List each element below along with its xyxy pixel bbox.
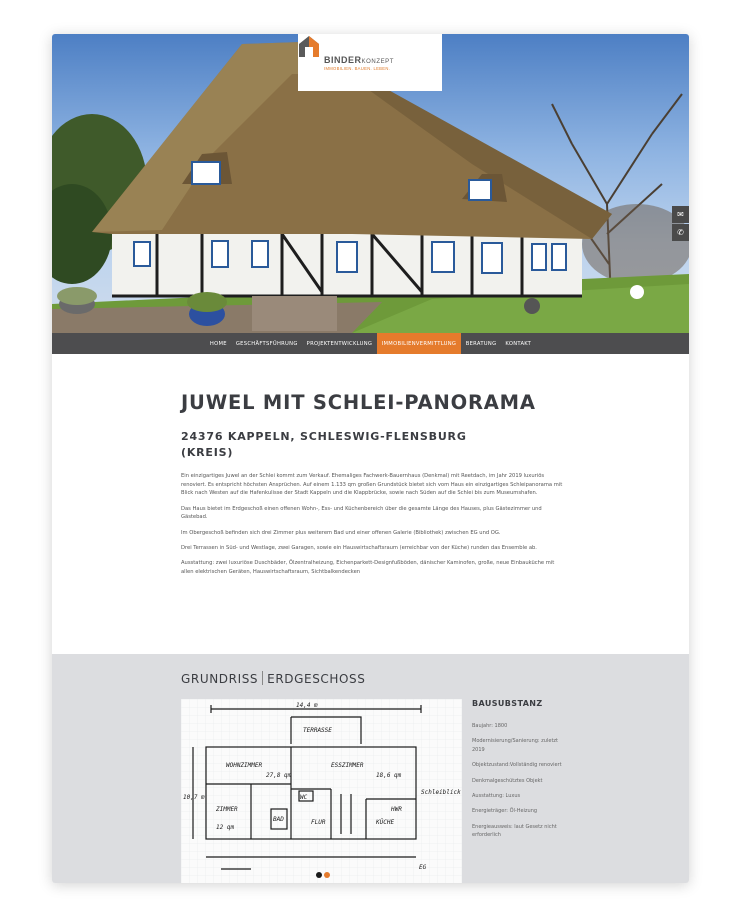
nav-item-geschaeftsfuehrung[interactable]: GESCHÄFTSFÜHRUNG xyxy=(235,340,298,347)
bausubstanz-item: Ausstattung: Luxus xyxy=(472,792,521,799)
floorplan-image[interactable] xyxy=(181,699,462,883)
nav-item-beratung[interactable]: BERATUNG xyxy=(465,340,497,347)
page-title: JUWEL MIT SCHLEI-PANORAMA xyxy=(181,391,536,414)
nav-item-projektentwicklung[interactable]: PROJEKTENTWICKLUNG xyxy=(306,340,373,347)
paragraph: Das Haus bietet im Erdgeschoß einen offenen Wohn-, Ess- und Küchenbereich über die gesamte Länge des Hauses, plus Gästezimmer und Gästebad. xyxy=(181,505,542,521)
paragraph: Im Obergeschoß befinden sich drei Zimmer plus weiterem Bad und einer offenen Galerie (Bibliothek) zwischen EG und OG. xyxy=(181,529,501,536)
logo-name: BINDERKONZEPT xyxy=(324,54,395,65)
plan-hall-label: FLUR xyxy=(311,819,326,826)
logo-tagline: IMMOBILIEN. BAUEN. LEBEN. xyxy=(324,65,391,71)
plan-wc-label: WC xyxy=(300,794,308,801)
paragraph: Ausstattung: zwei luxuriöse Duschbäder, Ölzentralheizung, Eichenparkett-Designfußböden, dänischer Kaminofen, große, neue Einbauküche mit allen elektrischen Geräten, Hauswirtschaftsraum, Sichtbalkendecken xyxy=(181,559,555,575)
plan-terrace-label: TERRASSE xyxy=(303,727,332,734)
plan-dining-label: ESSZIMMER xyxy=(331,762,364,769)
page-card xyxy=(52,34,689,883)
plan-room-area: 12 qm xyxy=(216,824,235,831)
bausubstanz-item: Energieträger: Öl-Heizung xyxy=(472,808,538,815)
location-line-1: 24376 KAPPELN, SCHLESWIG-FLENSBURG xyxy=(181,430,467,443)
bausubstanz-panel xyxy=(472,699,572,847)
paragraph: Drei Terrassen in Süd- und Westlage, zwei Garagen, sowie ein Hauswirtschaftsraum (erreichbar von der Küche) runden das Ensemble ab. xyxy=(181,544,537,551)
plan-floor-label: EG xyxy=(419,864,427,871)
bausubstanz-item: Energieausweis: laut Gesetz nicht erforderlich xyxy=(472,823,557,839)
nav-item-kontakt[interactable]: KONTAKT xyxy=(505,340,532,347)
location-line-2: (KREIS) xyxy=(181,446,234,459)
plan-kitchen-label: KÜCHE xyxy=(376,819,395,826)
property-location xyxy=(181,429,563,461)
floorplan-heading: GRUNDRISS ERDGESCHOSS xyxy=(181,672,366,686)
house-logo-icon xyxy=(298,34,320,58)
description-text xyxy=(181,472,563,576)
plan-room-label: ZIMMER xyxy=(216,806,238,813)
phone-icon: ✆ xyxy=(677,228,684,237)
main-navigation xyxy=(52,333,689,354)
property-description xyxy=(181,392,563,583)
plan-depth-label: 10,7 m xyxy=(183,794,205,801)
plan-hwr-label: HWR xyxy=(391,806,402,813)
envelope-icon: ✉ xyxy=(677,210,684,219)
nav-item-immobilienvermittlung[interactable]: IMMOBILIENVERMITTLUNG xyxy=(377,333,462,354)
floorplan-drawing xyxy=(181,699,462,883)
bausubstanz-title: BAUSUBSTANZ xyxy=(472,699,543,708)
bausubstanz-item: Denkmalgeschütztes Objekt xyxy=(472,777,543,784)
hero-image xyxy=(52,34,689,333)
plan-living-area: 27,8 qm xyxy=(266,772,292,779)
phone-button[interactable] xyxy=(672,224,689,241)
bausubstanz-item: Baujahr: 1800 xyxy=(472,723,508,729)
plan-bath-label: BAD xyxy=(273,816,284,823)
plan-dining-area: 18,6 qm xyxy=(376,772,402,779)
brand-logo[interactable] xyxy=(298,34,442,91)
plan-width-label: 14,4 m xyxy=(296,702,318,709)
floorplan-section xyxy=(52,654,689,883)
nav-item-home[interactable]: HOME xyxy=(209,340,227,347)
bausubstanz-item: Modernisierung/Sanierung: zuletzt 2019 xyxy=(472,738,558,754)
plan-living-label: WOHNZIMMER xyxy=(226,762,263,769)
plan-side-label: Schleiblick xyxy=(421,789,461,796)
email-button[interactable] xyxy=(672,206,689,223)
bausubstanz-item: Objektzustand:Vollständig renoviert xyxy=(472,762,562,769)
paragraph: Ein einzigartiges Juwel an der Schlei kommt zum Verkauf. Ehemaliges Fachwerk-Bauernhaus (Denkmal) mit Reetdach, im Jahr 2019 luxuriös renoviert. Es entspricht höchsten Ansprüchen. Auf einem 1.133 qm großen Grundstück bietet sich vom Haus ein einzigartiges Schleipanorama mit Blick nach Westen auf die Hafenkulisse der Stadt Kappeln und die Klappbrücke, sowie nach Süden auf die Schlei bis zum Museumshafen. xyxy=(181,473,563,497)
